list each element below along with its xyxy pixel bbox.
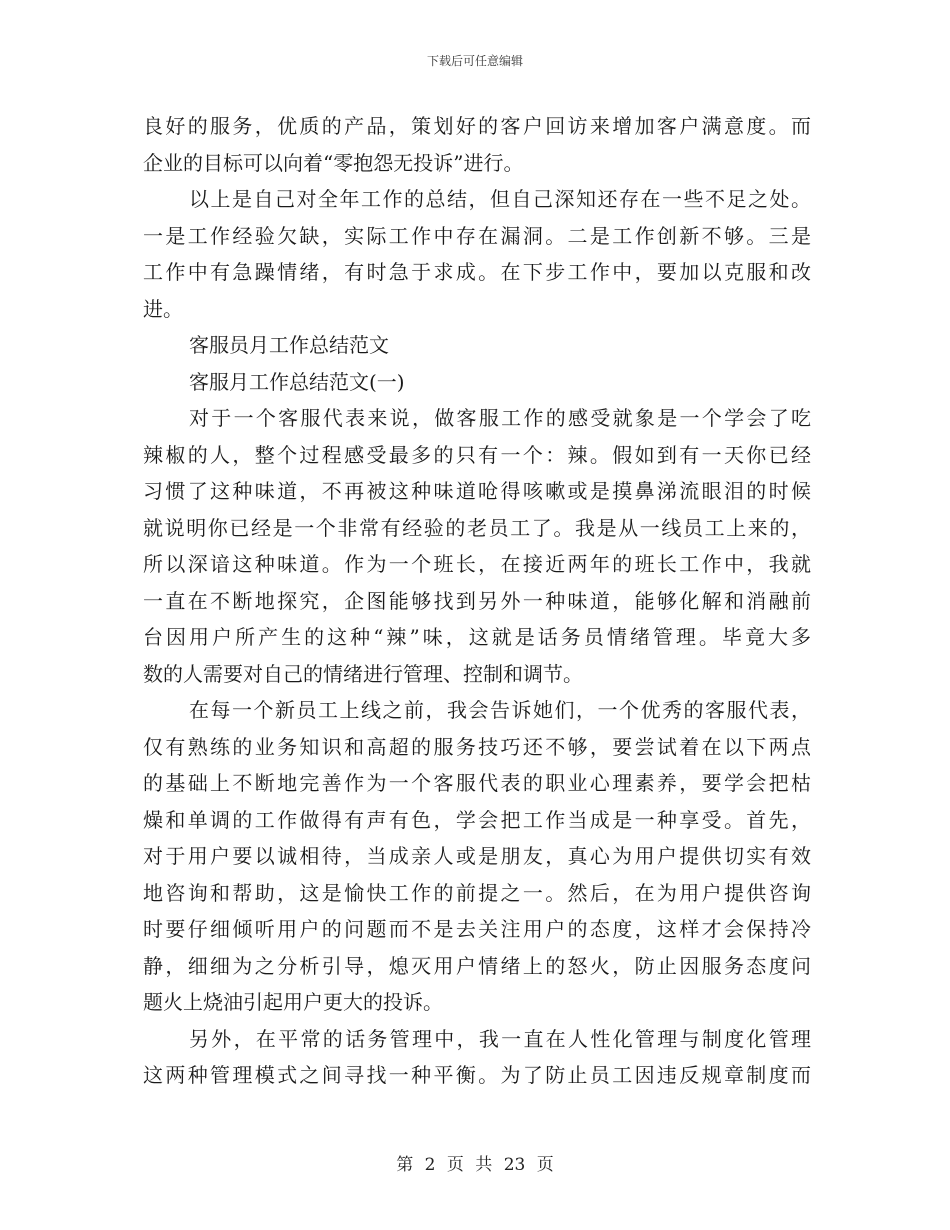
- text-line: 另外，在平常的话务管理中，我一直在人性化管理与制度化管理: [189, 1026, 811, 1051]
- footer-word: 共: [475, 1155, 493, 1175]
- text-line: 一直在不断地探究，企图能够找到另外一种味道，能够化解和消融前: [143, 588, 811, 613]
- text-line: 良好的服务，优质的产品，策划好的客户回访来增加客户满意度。而: [143, 114, 811, 138]
- footer-word: 第: [396, 1155, 414, 1175]
- page-number-footer: [0, 1154, 950, 1176]
- text-line: 以上是自己对全年工作的总结，但自己深知还存在一些不足之处。: [189, 187, 811, 211]
- footer-word: 页: [446, 1155, 464, 1175]
- text-line: 仅有熟练的业务知识和高超的服务技巧还不够，要尝试着在以下两点: [143, 734, 811, 759]
- page-header-note: 下载后可任意编辑: [426, 54, 523, 68]
- section-subheading: 客服月工作总结范文(一): [189, 369, 405, 394]
- text-line: 习惯了这种味道，不再被这种味道呛得咳嗽或是摸鼻涕流眼泪的时候: [143, 479, 811, 503]
- text-line: 一是工作经验欠缺，实际工作中存在漏洞。二是工作创新不够。三是: [143, 223, 811, 248]
- text-line: 企业的目标可以向着“零抱怨无投诉”进行。: [143, 150, 524, 175]
- text-line: 燥和单调的工作做得有声有色，学会把工作当成是一种享受。首先，: [143, 807, 811, 832]
- current-page-number: 2: [424, 1155, 436, 1175]
- text-line: 静，细细为之分析引导，熄灭用户情绪上的怒火，防止因服务态度问: [143, 953, 811, 978]
- document-body: [143, 108, 811, 1094]
- text-line: 的基础上不断地完善作为一个客服代表的职业心理素养，要学会把枯: [143, 771, 811, 795]
- text-line: 地咨询和帮助，这是愉快工作的前提之一。然后，在为用户提供咨询: [143, 880, 811, 905]
- text-line: 所以深谙这种味道。作为一个班长，在接近两年的班长工作中，我就: [143, 552, 811, 576]
- text-line: 台因用户所产生的这种“辣”味，这就是话务员情绪管理。毕竟大多: [143, 625, 811, 649]
- text-line: 在每一个新员工上线之前，我会告诉她们，一个优秀的客服代表，: [189, 698, 811, 722]
- text-line: 题火上烧油引起用户更大的投诉。: [143, 990, 443, 1014]
- text-line: 辣椒的人，整个过程感受最多的只有一个：辣。假如到有一天你已经: [143, 442, 811, 467]
- total-page-count: 23: [503, 1155, 526, 1175]
- text-line: 对于一个客服代表来说，做客服工作的感受就象是一个学会了吃: [189, 406, 811, 430]
- text-line: 对于用户要以诚相待，当成亲人或是朋友，真心为用户提供切实有效: [143, 844, 811, 868]
- footer-word: 页: [536, 1155, 554, 1175]
- text-line: 数的人需要对自己的情绪进行管理、控制和调节。: [143, 661, 583, 686]
- section-heading: 客服员月工作总结范文: [189, 333, 389, 357]
- text-line: 这两种管理模式之间寻找一种平衡。为了防止员工因违反规章制度而: [143, 1063, 811, 1087]
- text-line: 工作中有急躁情绪，有时急于求成。在下步工作中，要加以克服和改: [143, 260, 811, 284]
- text-line: 时要仔细倾听用户的问题而不是去关注用户的态度，这样才会保持冷: [143, 917, 811, 941]
- text-line: 就说明你已经是一个非常有经验的老员工了。我是从一线员工上来的，: [143, 515, 811, 540]
- text-line: 进。: [143, 296, 183, 321]
